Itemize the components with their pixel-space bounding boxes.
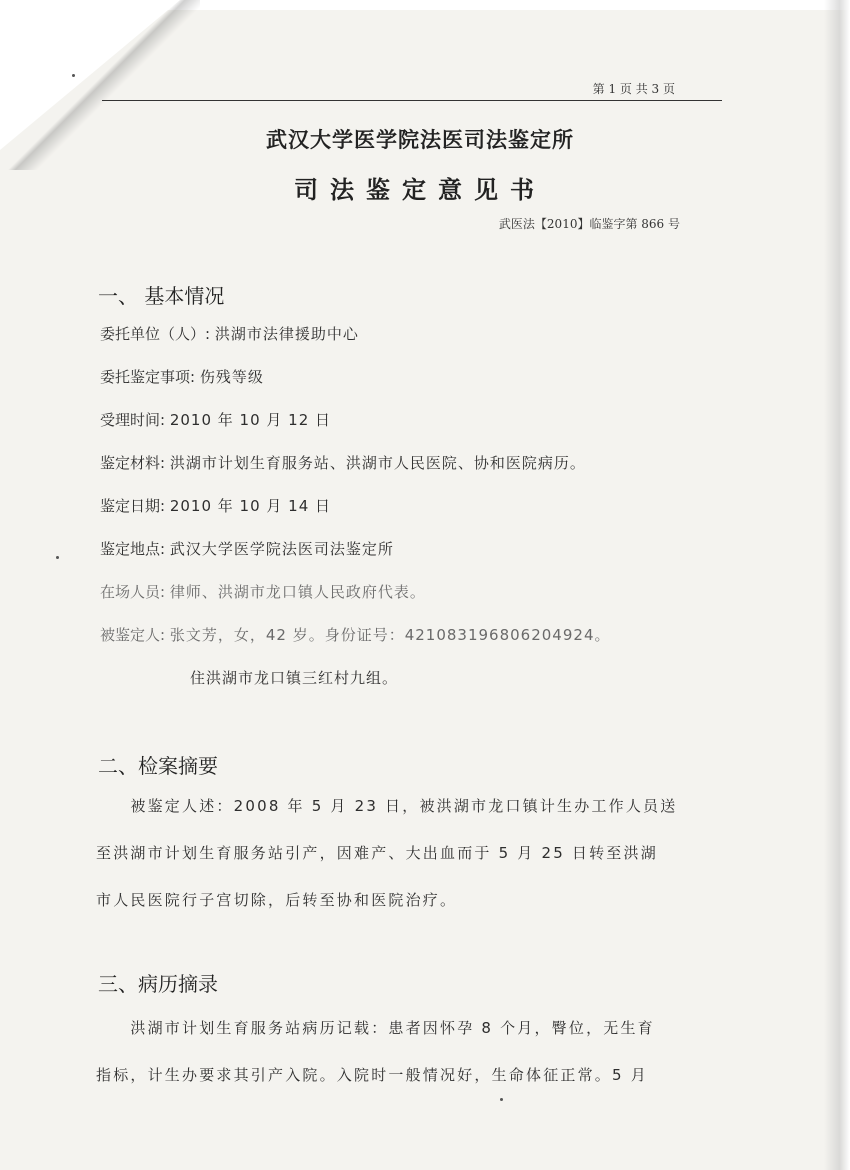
info-label: 在场人员:	[100, 583, 166, 601]
info-row-subject	[100, 624, 610, 645]
info-value: 2010 年 10 月 12 日	[169, 411, 332, 429]
page-indicator: 第 1 页 共 3 页	[592, 82, 675, 96]
info-row-materials	[100, 452, 586, 473]
info-value: 武汉大学医学院法医司法鉴定所	[169, 540, 394, 558]
document-title: 司法鉴定意见书	[294, 176, 546, 204]
info-value: 伤残等级	[199, 368, 264, 386]
info-row-address	[190, 667, 398, 688]
section-heading-basic-info: 一、 基本情况	[98, 284, 225, 308]
info-value: 律师、洪湖市龙口镇人民政府代表。	[169, 583, 426, 601]
info-value: 张文芳，女，42 岁。身份证号：421083196806204924。	[169, 626, 611, 644]
header-rule	[102, 100, 722, 101]
info-row-matter	[100, 366, 264, 387]
address-value: 住洪湖市龙口镇三红村九组。	[190, 669, 399, 687]
info-label: 委托鉴定事项:	[100, 368, 196, 386]
info-label: 委托单位（人）:	[100, 325, 211, 343]
info-row-client	[100, 323, 359, 344]
scan-speck	[72, 74, 75, 77]
paragraph-line: 至洪湖市计划生育服务站引产，因难产、大出血而于 5 月 25 日转至洪湖	[96, 844, 658, 862]
info-value: 洪湖市法律援助中心	[214, 325, 359, 343]
paragraph-line: 被鉴定人述：2008 年 5 月 23 日，被洪湖市龙口镇计生办工作人员送	[96, 797, 678, 815]
paragraph-line: 指标，计生办要求其引产入院。入院时一般情况好，生命体征正常。5 月	[96, 1066, 648, 1084]
scan-speck	[56, 556, 59, 559]
institution-title: 武汉大学医学院法医司法鉴定所	[266, 128, 574, 152]
info-row-date	[100, 495, 331, 516]
info-row-accept-time	[100, 409, 331, 430]
scan-speck	[500, 1098, 503, 1101]
section-heading-case-summary: 二、检案摘要	[98, 754, 218, 778]
info-label: 受理时间:	[100, 411, 166, 429]
info-value: 2010 年 10 月 14 日	[169, 497, 332, 515]
info-row-present	[100, 581, 426, 602]
paragraph-line: 市人民医院行子宫切除，后转至协和医院治疗。	[96, 891, 458, 909]
document-number: 武医法【2010】临鉴字第 866 号	[498, 217, 680, 231]
info-label: 鉴定材料:	[100, 454, 166, 472]
info-label: 被鉴定人:	[100, 626, 166, 644]
scan-right-edge	[824, 0, 850, 1170]
info-label: 鉴定日期:	[100, 497, 166, 515]
info-row-location	[100, 538, 394, 559]
info-label: 鉴定地点:	[100, 540, 166, 558]
info-value: 洪湖市计划生育服务站、洪湖市人民医院、协和医院病历。	[169, 454, 586, 472]
paragraph-line: 洪湖市计划生育服务站病历记载：患者因怀孕 8 个月，臀位，无生育	[96, 1019, 655, 1037]
section-heading-medical-records: 三、病历摘录	[98, 972, 218, 996]
